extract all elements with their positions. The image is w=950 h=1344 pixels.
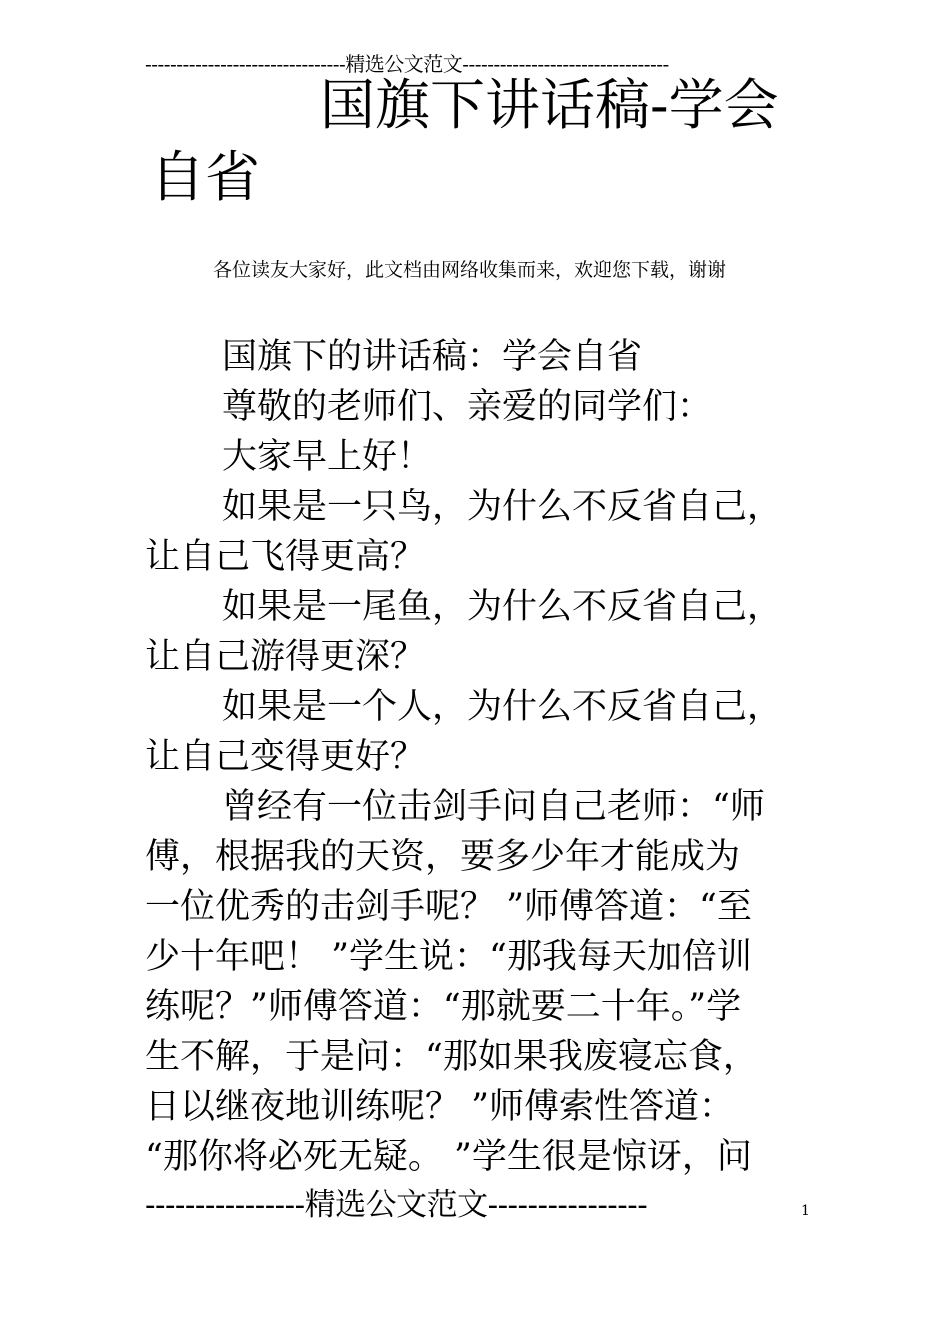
body-paragraph-continuation: 让自己飞得更高？ bbox=[145, 537, 426, 577]
body-paragraph-continuation: 让自己游得更深？ bbox=[145, 637, 426, 677]
body-paragraph: 曾经有一位击剑手问自己老师：“师 bbox=[222, 787, 765, 827]
page-number: 1 bbox=[801, 1203, 810, 1219]
body-paragraph-continuation: 一位优秀的击剑手呢？ ”师傅答道：“至 bbox=[145, 887, 752, 927]
body-paragraph-continuation: 少十年吧！ ”学生说：“那我每天加倍训 bbox=[145, 937, 752, 977]
body-paragraph: 如果是一只鸟，为什么不反省自己， bbox=[222, 487, 783, 527]
body-paragraph-continuation: 练呢？”师傅答道：“那就要二十年。”学 bbox=[145, 987, 742, 1027]
document-title-line-2: 自省 bbox=[150, 145, 261, 209]
body-paragraph-continuation: 傅，根据我的天资，要多少年才能成为 bbox=[145, 837, 741, 877]
body-paragraph: 如果是一个人，为什么不反省自己， bbox=[222, 687, 783, 727]
download-notice: 各位读友大家好，此文档由网络收集而来，欢迎您下载，谢谢 bbox=[213, 259, 727, 281]
body-paragraph: 大家早上好！ bbox=[222, 437, 433, 477]
page-footer: ----------------精选公文范文---------------- bbox=[145, 1187, 648, 1223]
body-paragraph: 如果是一尾鱼，为什么不反省自己， bbox=[222, 587, 783, 627]
body-paragraph-continuation: 让自己变得更好？ bbox=[145, 737, 426, 777]
page-header: --------------------------------精选公文范文--------------------------------- bbox=[145, 52, 669, 76]
body-paragraph-continuation: 日以继夜地训练呢？ ”师傅索性答道： bbox=[145, 1087, 735, 1127]
body-paragraph: 国旗下的讲话稿：学会自省 bbox=[222, 337, 643, 377]
body-paragraph: 尊敬的老师们、亲爱的同学们： bbox=[222, 387, 713, 427]
body-paragraph-continuation: 生不解，于是问：“那如果我废寝忘食， bbox=[145, 1037, 758, 1077]
document-body bbox=[145, 332, 810, 1182]
body-paragraph-continuation: “那你将必死无疑。 ”学生很是惊讶，问 bbox=[145, 1137, 752, 1177]
document-title-line-1: 国旗下讲话稿-学会 bbox=[320, 73, 779, 137]
